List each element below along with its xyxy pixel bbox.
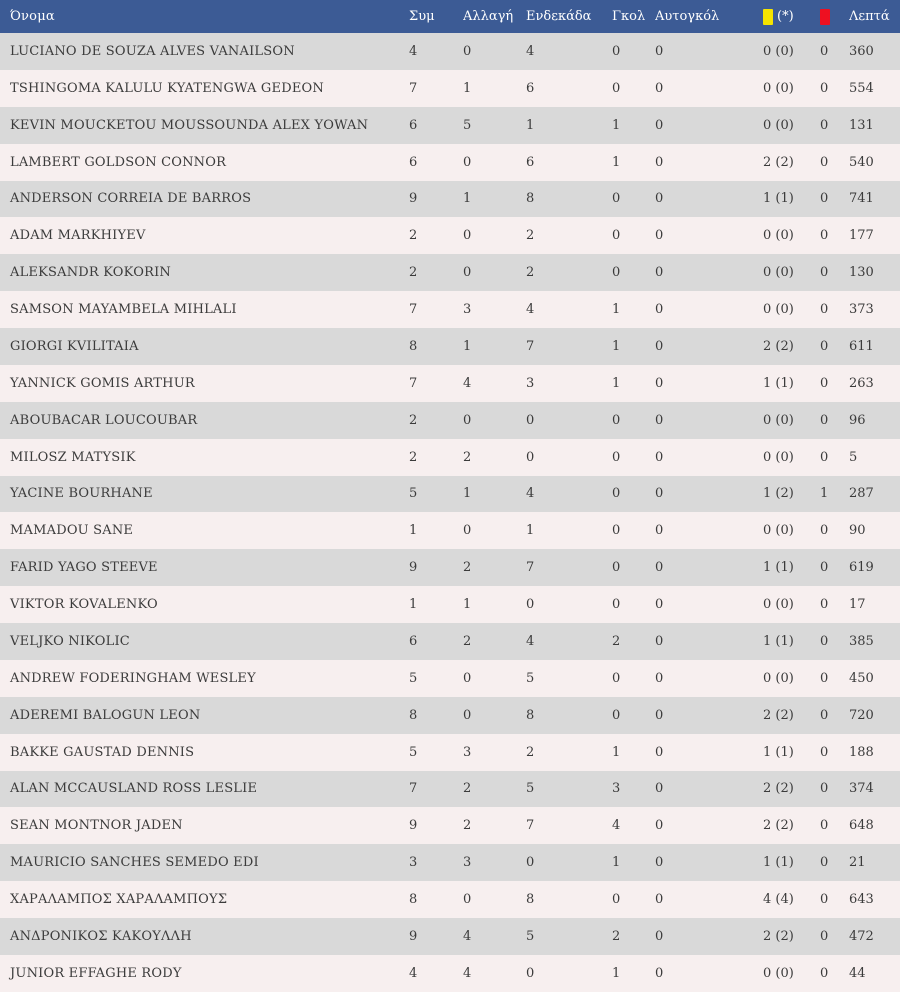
stat-cell: 0 [463, 670, 472, 686]
stat-cell: 2 (2) [763, 154, 794, 170]
stat-cell: 9 [409, 818, 418, 834]
stat-cell: 1 (1) [763, 191, 794, 207]
stat-cell: 1 [463, 80, 472, 96]
stat-cell: 6 [526, 80, 535, 96]
stat-cell: 131 [849, 117, 874, 133]
stat-cell: 0 [612, 228, 621, 244]
stat-cell: 5 [526, 781, 535, 797]
stat-cell: 0 (0) [763, 965, 794, 981]
stat-cell: 0 [820, 744, 829, 760]
stat-cell: 0 [463, 228, 472, 244]
col-header-red-cards [820, 9, 849, 25]
stat-cell: 90 [849, 523, 866, 539]
stat-cell: 0 [820, 265, 829, 281]
stat-cell: 0 [655, 412, 664, 428]
stat-cell: 1 [612, 154, 621, 170]
stat-cell: 0 (0) [763, 43, 794, 59]
player-name[interactable]: ANDREW FODERINGHAM WESLEY [10, 670, 256, 686]
stat-cell: 0 [612, 265, 621, 281]
stat-cell: 0 [463, 523, 472, 539]
stat-cell: 374 [849, 781, 874, 797]
stat-cell: 1 [612, 744, 621, 760]
stat-cell: 540 [849, 154, 874, 170]
stat-cell: 2 [409, 265, 418, 281]
stat-cell: 0 [526, 965, 535, 981]
player-name[interactable]: JUNIOR EFFAGHE RODY [10, 965, 182, 981]
stat-cell: 0 [655, 965, 664, 981]
stat-cell: 2 (2) [763, 338, 794, 354]
player-name[interactable]: ANDERSON CORREIA DE BARROS [10, 191, 252, 207]
stat-cell: 0 [655, 523, 664, 539]
stat-cell: 9 [409, 191, 418, 207]
stat-cell: 0 [820, 633, 829, 649]
player-name[interactable]: ALEKSANDR KOKORIN [10, 265, 171, 281]
player-name[interactable]: VELJKO NIKOLIC [10, 633, 130, 649]
stat-cell: 2 [612, 633, 621, 649]
stat-cell: 472 [849, 928, 874, 944]
stat-cell: 1 (1) [763, 744, 794, 760]
stat-cell: 0 [820, 560, 829, 576]
stat-cell: 2 [463, 560, 472, 576]
player-name[interactable]: SAMSON MAYAMBELA MIHLALI [10, 302, 237, 318]
stat-cell: 0 [463, 43, 472, 59]
stat-cell: 4 (4) [763, 892, 794, 908]
stat-cell: 5 [463, 117, 472, 133]
stat-cell: 1 [463, 338, 472, 354]
player-name[interactable]: MAMADOU SANE [10, 523, 134, 539]
stat-cell: 0 (0) [763, 597, 794, 613]
stat-cell: 0 [612, 486, 621, 502]
player-name[interactable]: FARID YAGO STEEVE [10, 560, 158, 576]
table-row[interactable] [0, 107, 900, 144]
stat-cell: 0 (0) [763, 228, 794, 244]
stat-cell: 21 [849, 855, 866, 871]
stat-cell: 6 [409, 633, 418, 649]
stat-cell: 0 [820, 302, 829, 318]
stat-cell: 0 (0) [763, 449, 794, 465]
stat-cell: 0 [820, 228, 829, 244]
table-row[interactable] [0, 181, 900, 218]
table-row[interactable] [0, 512, 900, 549]
stat-cell: 1 [463, 597, 472, 613]
stat-cell: 0 (0) [763, 117, 794, 133]
stat-cell: 1 [526, 523, 535, 539]
stat-cell: 5 [849, 449, 858, 465]
stat-cell: 1 (1) [763, 375, 794, 391]
player-name[interactable]: ΑΝΔΡΟΝΙΚΟΣ ΚΑΚΟΥΛΛΗ [10, 928, 192, 944]
stat-cell: 0 [820, 855, 829, 871]
stat-cell: 5 [526, 670, 535, 686]
red-card-icon [820, 9, 830, 25]
stat-cell: 3 [463, 302, 472, 318]
table-row[interactable] [0, 844, 900, 881]
stat-cell: 0 [820, 449, 829, 465]
player-name[interactable]: KEVIN MOUCKETOU MOUSSOUNDA ALEX YOWAN [10, 117, 369, 133]
stat-cell: 0 (0) [763, 523, 794, 539]
player-name[interactable]: ABOUBACAR LOUCOUBAR [10, 412, 198, 428]
stat-cell: 4 [526, 486, 535, 502]
stat-cell: 8 [526, 892, 535, 908]
stat-cell: 8 [409, 338, 418, 354]
stat-cell: 0 [655, 191, 664, 207]
table-row[interactable] [0, 807, 900, 844]
stat-cell: 0 [463, 265, 472, 281]
stat-cell: 7 [409, 80, 418, 96]
stat-cell: 0 [612, 707, 621, 723]
stat-cell: 1 [612, 117, 621, 133]
stat-cell: 2 [612, 928, 621, 944]
stat-cell: 1 (2) [763, 486, 794, 502]
table-row[interactable] [0, 33, 900, 70]
table-row[interactable] [0, 586, 900, 623]
stat-cell: 0 [463, 412, 472, 428]
stat-cell: 0 [612, 80, 621, 96]
table-row[interactable] [0, 291, 900, 328]
stat-cell: 0 [655, 265, 664, 281]
stat-cell: 1 [463, 486, 472, 502]
stat-cell: 0 (0) [763, 412, 794, 428]
stat-cell: 5 [409, 486, 418, 502]
stat-cell: 720 [849, 707, 874, 723]
stat-cell: 0 [526, 449, 535, 465]
stat-cell: 4 [526, 43, 535, 59]
stat-cell: 0 [655, 707, 664, 723]
stat-cell: 1 [526, 117, 535, 133]
stat-cell: 4 [409, 43, 418, 59]
stat-cell: 0 [612, 449, 621, 465]
stat-cell: 0 [655, 560, 664, 576]
stat-cell: 0 [463, 707, 472, 723]
stat-cell: 2 (2) [763, 781, 794, 797]
stat-cell: 3 [526, 375, 535, 391]
table-row[interactable] [0, 549, 900, 586]
player-name[interactable]: TSHINGOMA KALULU KYATENGWA GEDEON [10, 80, 324, 96]
stat-cell: 0 [820, 80, 829, 96]
stat-cell: 0 [820, 781, 829, 797]
stat-cell: 7 [526, 338, 535, 354]
stat-cell: 1 [612, 338, 621, 354]
stat-cell: 5 [409, 744, 418, 760]
col-header-minutes: Λεπτά [849, 9, 890, 24]
stat-cell: 0 (0) [763, 265, 794, 281]
stat-cell: 1 [820, 486, 829, 502]
stat-cell: 4 [526, 633, 535, 649]
stat-cell: 643 [849, 892, 874, 908]
stat-cell: 0 [526, 412, 535, 428]
stat-cell: 0 [655, 43, 664, 59]
stat-cell: 4 [463, 965, 472, 981]
stat-cell: 741 [849, 191, 874, 207]
stat-cell: 3 [409, 855, 418, 871]
stat-cell: 648 [849, 818, 874, 834]
stat-cell: 360 [849, 43, 874, 59]
stat-cell: 0 [655, 117, 664, 133]
stat-cell: 0 [612, 43, 621, 59]
stat-cell: 4 [409, 965, 418, 981]
stat-cell: 0 [612, 670, 621, 686]
stat-cell: 0 [820, 892, 829, 908]
stat-cell: 6 [409, 154, 418, 170]
table-row[interactable] [0, 771, 900, 808]
player-name[interactable]: MILOSZ MATYSIK [10, 449, 136, 465]
table-row[interactable] [0, 144, 900, 181]
stat-cell: 373 [849, 302, 874, 318]
stat-cell: 1 (1) [763, 633, 794, 649]
stat-cell: 2 [463, 449, 472, 465]
col-header-yellow-cards [763, 9, 820, 25]
stat-cell: 4 [463, 928, 472, 944]
stat-cell: 0 [820, 375, 829, 391]
stat-cell: 4 [526, 302, 535, 318]
stat-cell: 0 [612, 892, 621, 908]
stat-cell: 2 [409, 412, 418, 428]
stat-cell: 450 [849, 670, 874, 686]
stat-cell: 0 [820, 597, 829, 613]
stat-cell: 0 [655, 670, 664, 686]
stat-cell: 0 [820, 965, 829, 981]
player-name[interactable]: GIORGI KVILITAIA [10, 338, 139, 354]
stat-cell: 130 [849, 265, 874, 281]
stat-cell: 2 [526, 744, 535, 760]
table-row[interactable] [0, 697, 900, 734]
stat-cell: 177 [849, 228, 874, 244]
player-name[interactable]: SEAN MONTNOR JADEN [10, 818, 183, 834]
stat-cell: 619 [849, 560, 874, 576]
stat-cell: 6 [526, 154, 535, 170]
col-header-lineup: Ενδεκάδα [526, 9, 592, 24]
stat-cell: 8 [409, 707, 418, 723]
stat-cell: 7 [526, 818, 535, 834]
player-name[interactable]: ADEREMI BALOGUN LEON [10, 707, 201, 723]
stat-cell: 1 [612, 855, 621, 871]
stat-cell: 0 [612, 597, 621, 613]
stat-cell: 0 [526, 855, 535, 871]
stat-cell: 7 [409, 302, 418, 318]
stat-cell: 0 [820, 412, 829, 428]
stat-cell: 1 [409, 523, 418, 539]
stat-cell: 0 (0) [763, 302, 794, 318]
stat-cell: 1 [612, 302, 621, 318]
stat-cell: 0 [655, 633, 664, 649]
stat-cell: 0 [655, 338, 664, 354]
table-row[interactable] [0, 881, 900, 918]
stat-cell: 7 [409, 781, 418, 797]
stat-cell: 3 [612, 781, 621, 797]
stat-cell: 0 [655, 597, 664, 613]
stat-cell: 0 [655, 154, 664, 170]
stat-cell: 1 [409, 597, 418, 613]
stat-cell: 1 [612, 965, 621, 981]
stat-cell: 1 (1) [763, 560, 794, 576]
table-row[interactable] [0, 476, 900, 513]
stat-cell: 2 [463, 633, 472, 649]
col-header-own-goals: Αυτογκόλ [655, 9, 720, 24]
col-header-goals: Γκολ [612, 9, 646, 24]
stat-cell: 0 [820, 928, 829, 944]
stat-cell: 96 [849, 412, 866, 428]
stat-cell: 0 [820, 707, 829, 723]
table-row[interactable] [0, 439, 900, 476]
stat-cell: 7 [409, 375, 418, 391]
stat-cell: 0 [463, 892, 472, 908]
table-row[interactable] [0, 365, 900, 402]
stat-cell: 17 [849, 597, 866, 613]
table-body [0, 33, 900, 992]
player-name[interactable]: LAMBERT GOLDSON CONNOR [10, 154, 227, 170]
stat-cell: 8 [409, 892, 418, 908]
stat-cell: 4 [612, 818, 621, 834]
stat-cell: 7 [526, 560, 535, 576]
stat-cell: 3 [463, 744, 472, 760]
stat-cell: 2 [463, 818, 472, 834]
stat-cell: 0 [820, 523, 829, 539]
stat-cell: 44 [849, 965, 866, 981]
stat-cell: 1 [463, 191, 472, 207]
player-name[interactable]: BAKKE GAUSTAD DENNIS [10, 744, 195, 760]
player-name[interactable]: ADAM MARKHIYEV [10, 228, 146, 244]
stat-cell: 8 [526, 191, 535, 207]
table-row[interactable] [0, 70, 900, 107]
player-name[interactable]: YACINE BOURHANE [10, 486, 153, 502]
stat-cell: 0 [655, 744, 664, 760]
stat-cell: 0 [655, 302, 664, 318]
stat-cell: 0 [820, 338, 829, 354]
stat-cell: 0 [612, 191, 621, 207]
stat-cell: 263 [849, 375, 874, 391]
col-header-name: Όνομα [10, 9, 55, 24]
stat-cell: 385 [849, 633, 874, 649]
stat-cell: 0 [655, 928, 664, 944]
stat-cell: 9 [409, 560, 418, 576]
stat-cell: 2 (2) [763, 818, 794, 834]
player-name[interactable]: VIKTOR KOVALENKO [10, 597, 158, 613]
stat-cell: 0 [463, 154, 472, 170]
player-name[interactable]: MAURICIO SANCHES SEMEDO EDI [10, 855, 259, 871]
stat-cell: 3 [463, 855, 472, 871]
stat-cell: 4 [463, 375, 472, 391]
stat-cell: 0 [655, 449, 664, 465]
table-row[interactable] [0, 918, 900, 955]
table-row[interactable] [0, 328, 900, 365]
stat-cell: 2 [526, 228, 535, 244]
stat-cell: 611 [849, 338, 874, 354]
player-name[interactable]: ALAN MCCAUSLAND ROSS LESLIE [10, 781, 258, 797]
table-row[interactable] [0, 402, 900, 439]
stat-cell: 188 [849, 744, 874, 760]
stat-cell: 0 [655, 892, 664, 908]
stat-cell: 9 [409, 928, 418, 944]
stat-cell: 287 [849, 486, 874, 502]
stat-cell: 0 [612, 412, 621, 428]
table-row[interactable] [0, 254, 900, 291]
stat-cell: 0 [655, 228, 664, 244]
table-header [0, 0, 900, 33]
stat-cell: 0 [655, 486, 664, 502]
stat-cell: 0 [820, 818, 829, 834]
stat-cell: 0 [820, 191, 829, 207]
stat-cell: 0 [655, 375, 664, 391]
stat-cell: 2 (2) [763, 928, 794, 944]
stat-cell: 1 [612, 375, 621, 391]
stat-cell: 2 [463, 781, 472, 797]
stat-cell: 554 [849, 80, 874, 96]
stat-cell: 2 [409, 449, 418, 465]
yellow-cards-suffix: (*) [777, 9, 794, 24]
col-header-substitution: Αλλαγή [463, 9, 514, 24]
player-name[interactable]: ΧΑΡΑΛΑΜΠΟΣ ΧΑΡΑΛΑΜΠΟΥΣ [10, 892, 228, 908]
player-name[interactable]: LUCIANO DE SOUZA ALVES VANAILSON [10, 43, 295, 59]
yellow-card-icon [763, 9, 773, 25]
stat-cell: 0 (0) [763, 80, 794, 96]
stat-cell: 5 [409, 670, 418, 686]
stat-cell: 2 (2) [763, 707, 794, 723]
stat-cell: 0 [655, 818, 664, 834]
stat-cell: 2 [526, 265, 535, 281]
stat-cell: 0 (0) [763, 670, 794, 686]
stat-cell: 0 [655, 855, 664, 871]
player-name[interactable]: YANNICK GOMIS ARTHUR [10, 375, 195, 391]
stat-cell: 0 [612, 523, 621, 539]
stat-cell: 5 [526, 928, 535, 944]
table-row[interactable] [0, 217, 900, 254]
stat-cell: 0 [612, 560, 621, 576]
col-header-appearances: Συμ [409, 9, 435, 24]
table-row[interactable] [0, 623, 900, 660]
stat-cell: 0 [655, 80, 664, 96]
stat-cell: 0 [820, 670, 829, 686]
table-row[interactable] [0, 734, 900, 771]
stat-cell: 1 (1) [763, 855, 794, 871]
stat-cell: 2 [409, 228, 418, 244]
stat-cell: 0 [820, 117, 829, 133]
stat-cell: 6 [409, 117, 418, 133]
stat-cell: 8 [526, 707, 535, 723]
stat-cell: 0 [820, 154, 829, 170]
table-row[interactable] [0, 955, 900, 992]
stat-cell: 0 [655, 781, 664, 797]
stat-cell: 0 [820, 43, 829, 59]
stat-cell: 0 [526, 597, 535, 613]
table-row[interactable] [0, 660, 900, 697]
